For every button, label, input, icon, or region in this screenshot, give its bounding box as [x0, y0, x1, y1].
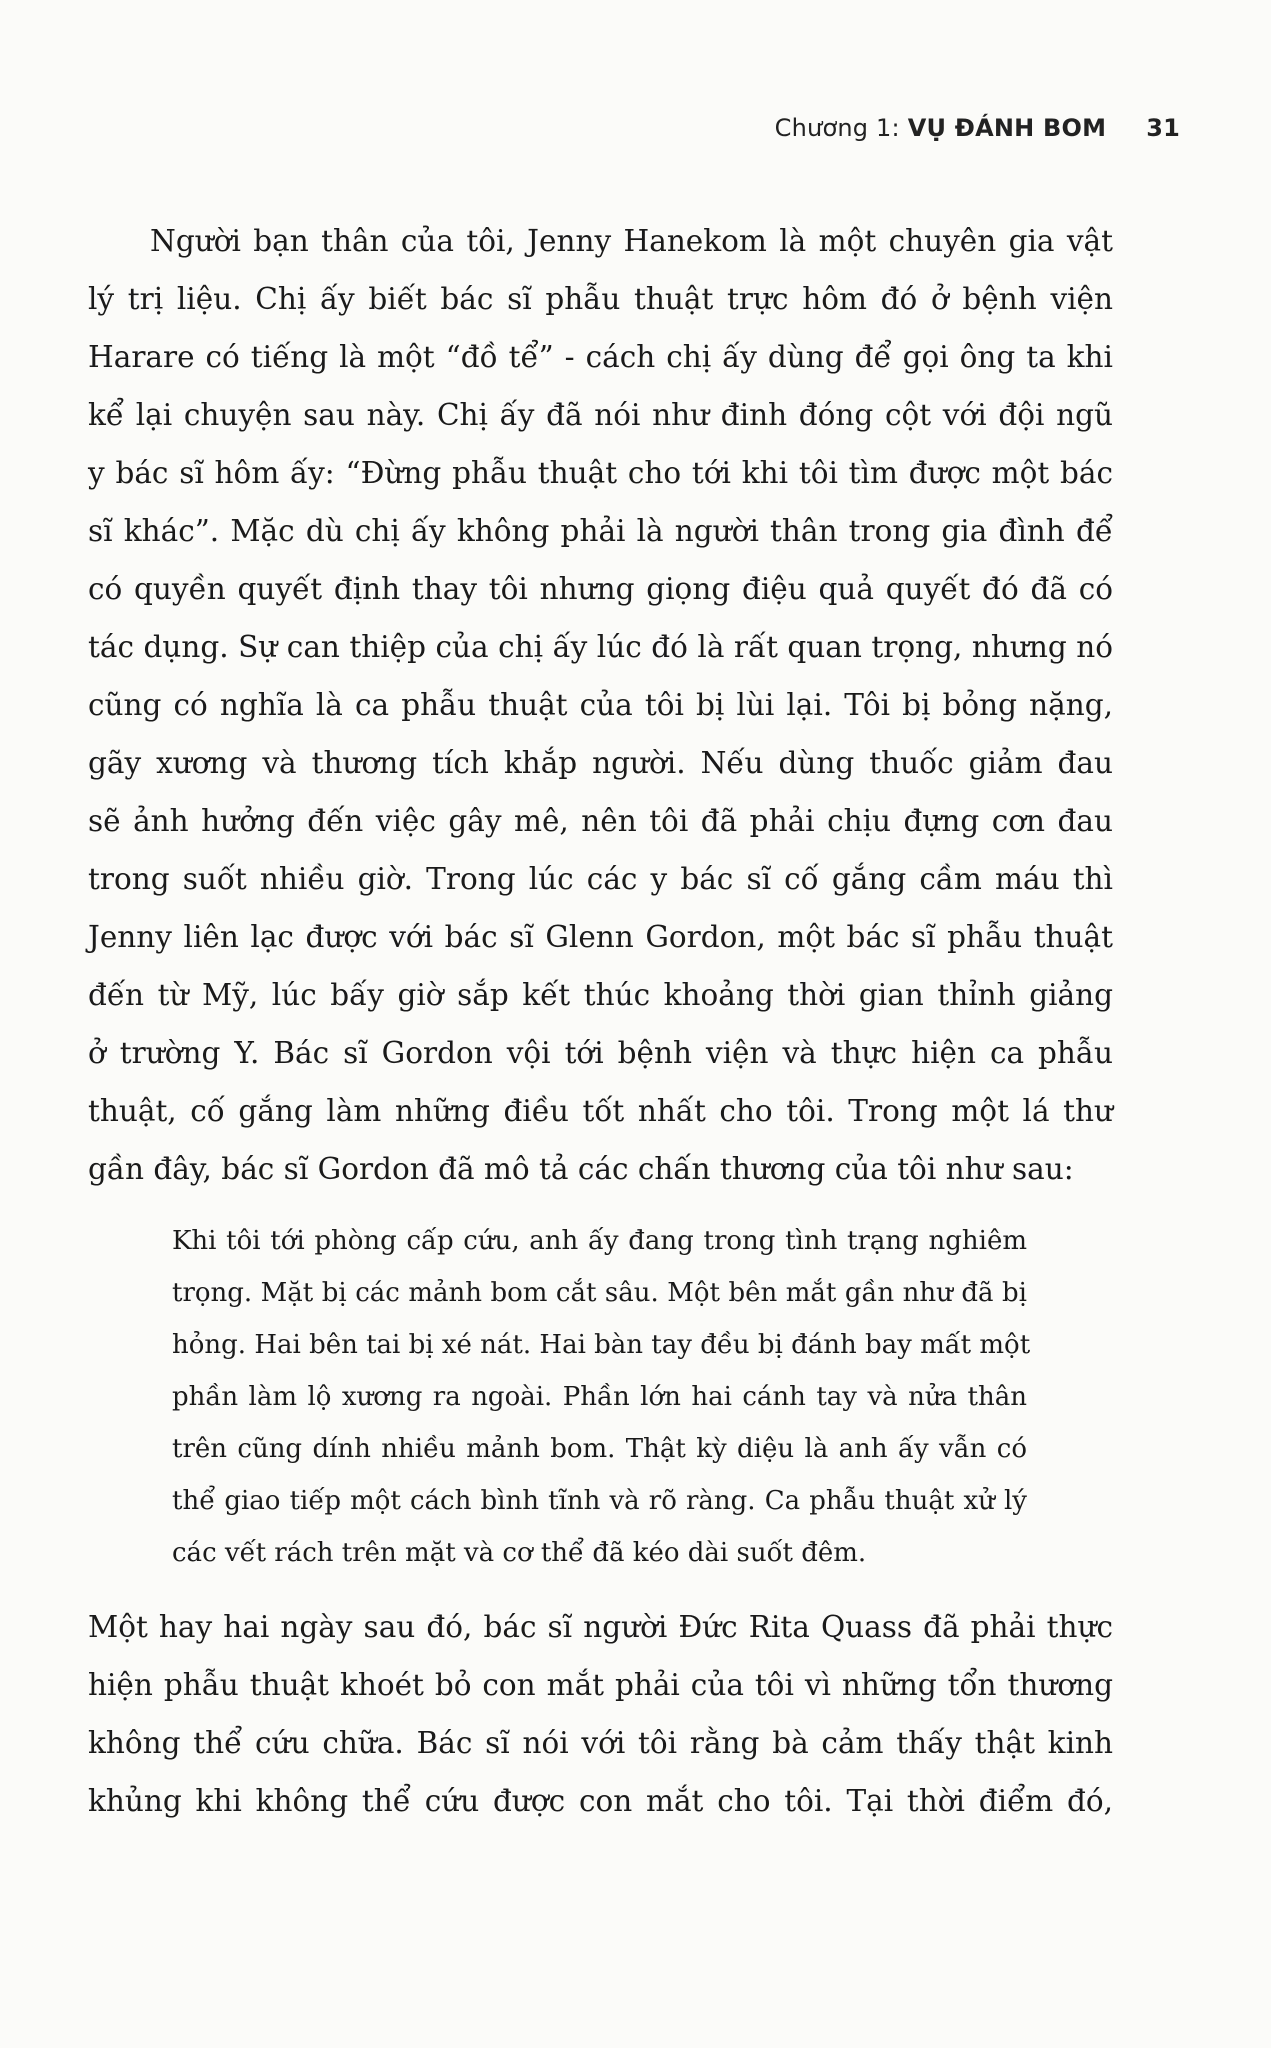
quote-line: hỏng. Hai bên tai bị xé nát. Hai bàn tay đều bị đánh bay mất một [172, 1330, 1031, 1360]
text-line: đến từ Mỹ, lúc bấy giờ sắp kết thúc khoảng thời gian thỉnh giảng [88, 978, 1113, 1012]
chapter-label: Chương 1: [774, 114, 900, 142]
text-line: tác dụng. Sự can thiệp của chị ấy lúc đó là rất quan trọng, nhưng nó [88, 630, 1113, 664]
block-quote [172, 1215, 1031, 1579]
page-number: 31 [1146, 114, 1180, 142]
text-line: lý trị liệu. Chị ấy biết bác sĩ phẫu thuật trực hôm đó ở bệnh viện [88, 282, 1113, 316]
running-header [760, 108, 1180, 148]
quote-line: Khi tôi tới phòng cấp cứu, anh ấy đang trong tình trạng nghiêm [172, 1226, 1027, 1256]
quote-line: các vết rách trên mặt và cơ thể đã kéo dài suốt đêm. [172, 1538, 867, 1568]
text-line: gần đây, bác sĩ Gordon đã mô tả các chấn thương của tôi như sau: [88, 1152, 1074, 1186]
text-line: hiện phẫu thuật khoét bỏ con mắt phải của tôi vì những tổn thương [88, 1668, 1113, 1702]
text-line: sẽ ảnh hưởng đến việc gây mê, nên tôi đã phải chịu đựng cơn đau [88, 804, 1113, 838]
paragraph-1 [88, 212, 1113, 1198]
text-line: có quyền quyết định thay tôi nhưng giọng điệu quả quyết đó đã có [88, 572, 1113, 606]
text-line: khủng khi không thể cứu được con mắt cho tôi. Tại thời điểm đó, [88, 1784, 1113, 1818]
text-line: ở trường Y. Bác sĩ Gordon vội tới bệnh viện và thực hiện ca phẫu [88, 1036, 1113, 1070]
quote-line: trên cũng dính nhiều mảnh bom. Thật kỳ diệu là anh ấy vẫn có [172, 1434, 1027, 1464]
text-line: trong suốt nhiều giờ. Trong lúc các y bác sĩ cố gắng cầm máu thì [88, 862, 1113, 896]
text-line: Jenny liên lạc được với bác sĩ Glenn Gordon, một bác sĩ phẫu thuật [88, 920, 1113, 954]
text-line: cũng có nghĩa là ca phẫu thuật của tôi bị lùi lại. Tôi bị bỏng nặng, [88, 688, 1113, 722]
quote-line: trọng. Mặt bị các mảnh bom cắt sâu. Một bên mắt gần như đã bị [172, 1278, 1027, 1308]
text-line: sĩ khác”. Mặc dù chị ấy không phải là người thân trong gia đình để [88, 514, 1113, 548]
text-line: Người bạn thân của tôi, Jenny Hanekom là một chuyên gia vật [150, 224, 1113, 258]
text-line: Harare có tiếng là một “đồ tể” - cách chị ấy dùng để gọi ông ta khi [88, 340, 1113, 374]
text-line: gãy xương và thương tích khắp người. Nếu dùng thuốc giảm đau [88, 746, 1113, 780]
quote-line: phần làm lộ xương ra ngoài. Phần lớn hai cánh tay và nửa thân [172, 1382, 1027, 1412]
chapter-title: VỤ ĐÁNH BOM [907, 114, 1107, 142]
quote-line: thể giao tiếp một cách bình tĩnh và rõ ràng. Ca phẫu thuật xử lý [172, 1486, 1027, 1516]
paragraph-2 [88, 1598, 1113, 1830]
text-line: kể lại chuyện sau này. Chị ấy đã nói như đinh đóng cột với đội ngũ [88, 398, 1113, 432]
text-line: thuật, cố gắng làm những điều tốt nhất cho tôi. Trong một lá thư [88, 1094, 1113, 1128]
text-line: không thể cứu chữa. Bác sĩ nói với tôi rằng bà cảm thấy thật kinh [88, 1726, 1113, 1760]
text-line: y bác sĩ hôm ấy: “Đừng phẫu thuật cho tới khi tôi tìm được một bác [88, 456, 1113, 490]
text-line: Một hay hai ngày sau đó, bác sĩ người Đức Rita Quass đã phải thực [88, 1610, 1113, 1644]
